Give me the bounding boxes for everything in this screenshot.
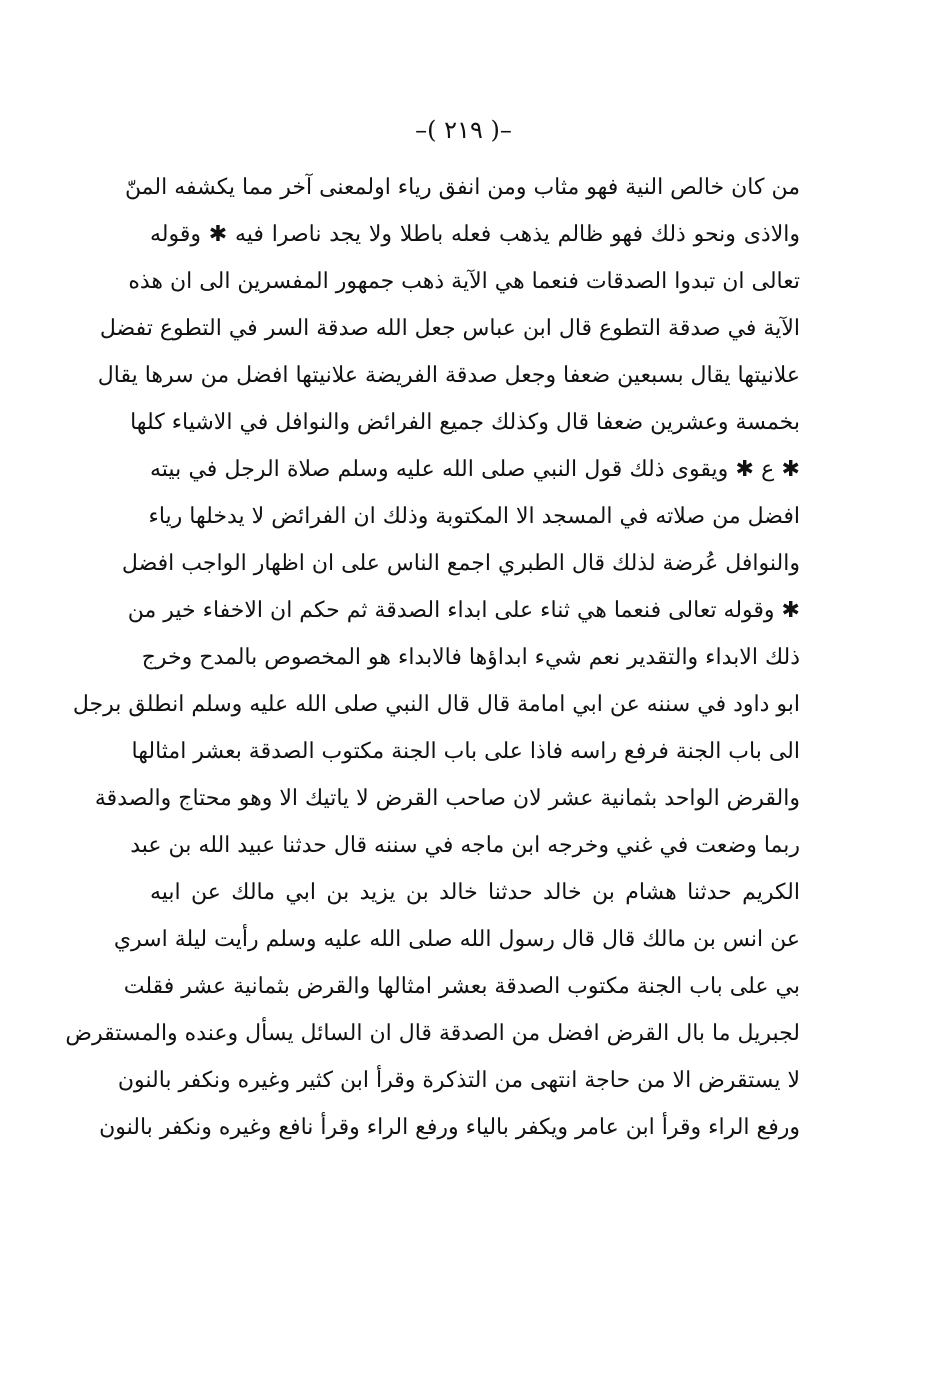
- body-text: [65, 164, 800, 1151]
- text-line: الكريم حدثنا هشام بن خالد حدثنا خالد بن يزيد بن ابي مالك عن ابيه: [150, 880, 800, 905]
- text-line: تعالى ان تبدوا الصدقات فنعما هي الآية ذهب جمهور المفسرين الى ان هذه: [128, 269, 800, 294]
- text-line: والاذى ونحو ذلك فهو ظالم يذهب فعله باطلا ولا يجد ناصرا فيه ✱ وقوله: [150, 222, 800, 247]
- text-line: لجبريل ما بال القرض افضل من الصدقة قال ان السائل يسأل وعنده والمستقرض: [65, 1021, 800, 1046]
- text-line: ذلك الابداء والتقدير نعم شيء ابداؤها فالابداء هو المخصوص بالمدح وخرج: [141, 645, 800, 670]
- text-line: من كان خالص النية فهو مثاب ومن انفق رياء اولمعنى آخر مما يكشفه المنّ: [124, 175, 800, 200]
- text-line: بي على باب الجنة مكتوب الصدقة بعشر امثالها والقرض بثمانية عشر فقلت: [123, 974, 800, 999]
- text-line: لا يستقرض الا من حاجة انتهى من التذكرة وقرأ ابن كثير وغيره ونكفر بالنون: [117, 1068, 800, 1093]
- text-line: افضل من صلاته في المسجد الا المكتوبة وذلك ان الفرائض لا يدخلها رياء: [148, 504, 800, 529]
- text-line: ✱ وقوله تعالى فنعما هي ثناء على ابداء الصدقة ثم حكم ان الاخفاء خير من: [127, 598, 800, 623]
- text-line: الآية في صدقة التطوع قال ابن عباس جعل الله صدقة السر في التطوع تفضل: [99, 316, 800, 341]
- text-line: والقرض الواحد بثمانية عشر لان صاحب القرض لا ياتيك الا وهو محتاج والصدقة: [94, 786, 800, 811]
- text-line: ربما وضعت في غني وخرجه ابن ماجه في سننه قال حدثنا عبيد الله بن عبد: [130, 833, 800, 858]
- text-line: بخمسة وعشرين ضعفا قال وكذلك جميع الفرائض والنوافل في الاشياء كلها: [130, 410, 800, 435]
- text-line: الى باب الجنة فرفع راسه فاذا على باب الجنة مكتوب الصدقة بعشر امثالها: [131, 739, 800, 764]
- text-line: عن انس بن مالك قال قال رسول الله صلى الله عليه وسلم رأيت ليلة اسري: [113, 927, 800, 952]
- text-line: ابو داود في سننه عن ابي امامة قال قال النبي صلى الله عليه وسلم انطلق برجل: [72, 692, 800, 717]
- text-line: علانيتها يقال بسبعين ضعفا وجعل صدقة الفريضة علانيتها افضل من سرها يقال: [97, 363, 800, 388]
- text-line: والنوافل عُرضة لذلك قال الطبري اجمع الناس على ان اظهار الواجب افضل: [121, 551, 800, 576]
- text-line: ✱ ع ✱ ويقوى ذلك قول النبي صلى الله عليه وسلم صلاة الرجل في بيته: [150, 457, 800, 482]
- page-number: –( ٢١٩ )–: [415, 116, 512, 144]
- text-line: ورفع الراء وقرأ ابن عامر ويكفر بالياء ورفع الراء وقرأ نافع وغيره ونكفر بالنون: [99, 1115, 800, 1140]
